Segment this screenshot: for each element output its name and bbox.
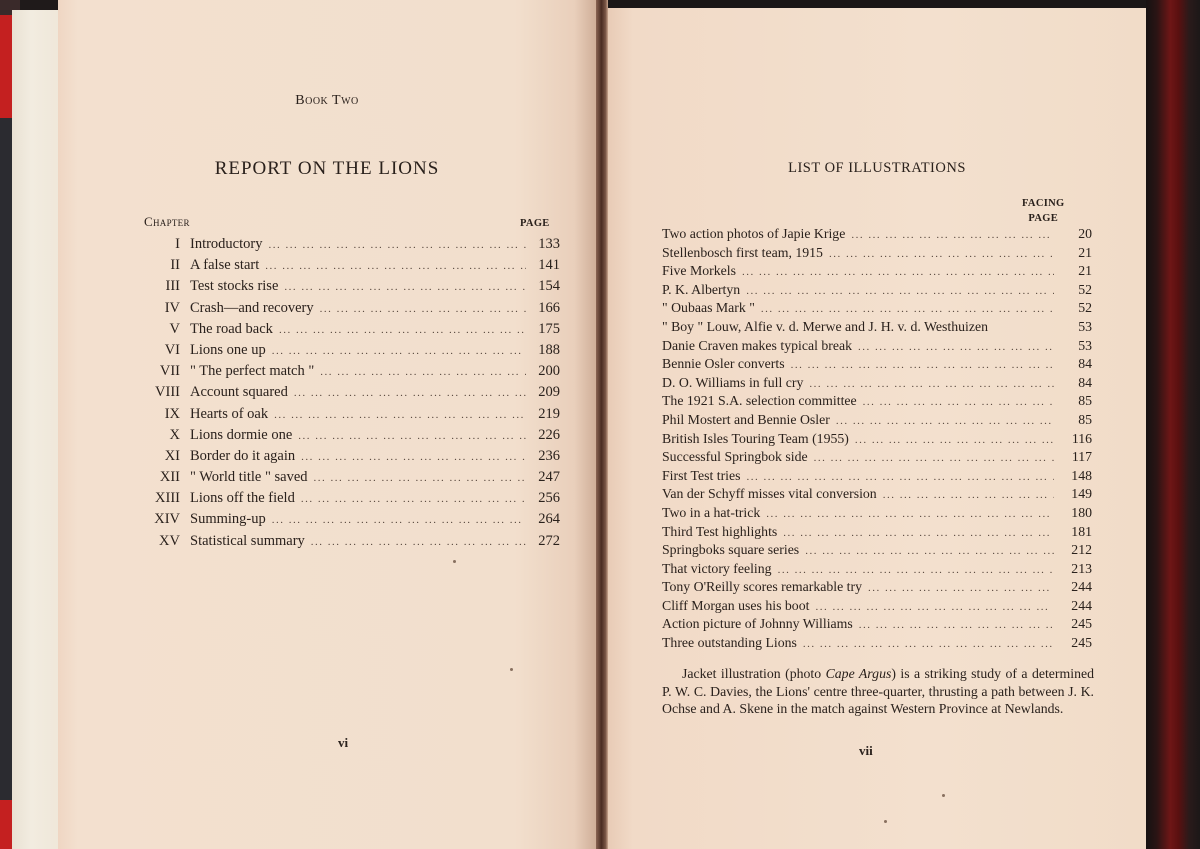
dot-leader: [320, 303, 526, 315]
top-shadow: [608, 0, 1146, 8]
chapter-page: 175: [538, 320, 560, 337]
dot-leader: [815, 601, 1054, 613]
chapter-number: XII: [159, 469, 180, 486]
toc-entry: [130, 533, 560, 554]
dot-leader: [805, 545, 1054, 557]
facing-page-number: 20: [1078, 226, 1092, 241]
ink-speck: [884, 820, 887, 823]
facing-page-number: 212: [1071, 542, 1092, 558]
illustration-title: Bennie Osler converts: [662, 356, 785, 372]
chapter-number: III: [165, 278, 180, 295]
illustration-title: Cliff Morgan uses his boot: [662, 597, 810, 613]
chapter-page: 209: [538, 384, 560, 401]
page-number: vii: [859, 743, 873, 758]
chapter-page: 219: [538, 405, 560, 422]
dot-leader: [747, 471, 1055, 483]
ink-speck: [453, 560, 456, 563]
toc-entry: [130, 427, 560, 448]
chapter-page: 264: [538, 511, 560, 528]
chapter-number: VIII: [155, 384, 180, 401]
illustrations-list: [662, 226, 1092, 654]
facing-page-number: 245: [1071, 635, 1092, 651]
chapter-number: XI: [164, 447, 180, 464]
table-of-contents: [130, 236, 560, 554]
chapter-title: Account squared: [190, 384, 288, 401]
chapter-page: 200: [538, 363, 560, 380]
chapter-page: 166: [538, 299, 560, 316]
dot-leader: [314, 472, 526, 484]
dot-leader: [863, 396, 1054, 408]
chapter-page: 154: [538, 278, 560, 295]
dot-leader: [301, 451, 526, 463]
illustration-entry: [662, 505, 1092, 524]
illustration-title: Stellenbosch first team, 1915: [662, 244, 823, 260]
dot-leader: [742, 266, 1054, 278]
chapter-number: VI: [164, 341, 180, 358]
dot-leader: [766, 508, 1054, 520]
jacket-note: [662, 665, 1094, 718]
dot-leader: [859, 619, 1054, 631]
ink-speck: [510, 668, 513, 671]
toc-entry: [130, 257, 560, 278]
illustration-title: Danie Craven makes typical break: [662, 337, 853, 353]
illustration-title: Successful Springbok side: [662, 449, 808, 465]
right-page: [608, 8, 1146, 849]
illustration-title: " Oubaas Mark ": [662, 300, 755, 316]
toc-entry: [130, 363, 560, 384]
chapter-page: 272: [538, 532, 560, 549]
chapter-title: The road back: [190, 320, 273, 337]
toc-entry: [130, 469, 560, 490]
chapter-page: 247: [538, 469, 560, 486]
chapter-title: Lions one up: [190, 341, 266, 358]
illustration-entry: [662, 393, 1092, 412]
chapter-number: VII: [159, 363, 180, 380]
book-gutter: [596, 0, 608, 849]
facing-page-number: 149: [1071, 486, 1092, 502]
illustration-title: Action picture of Johnny Williams: [662, 616, 853, 632]
illustration-entry: [662, 524, 1092, 543]
dot-leader: [268, 239, 526, 251]
dot-leader: [803, 638, 1054, 650]
illustration-entry: [662, 245, 1092, 264]
toc-entry: [130, 406, 560, 427]
dot-leader: [272, 514, 526, 526]
dot-leader: [311, 536, 526, 548]
chapter-title: Hearts of oak: [190, 405, 269, 422]
jacket-note-after: ) is a striking study of a determined P. W. C. Davies, the Lions' centre three-quarter, thrusting a path between J. K. Ochse and A. Skene in the match against Western Province at Newlands.: [662, 666, 1095, 716]
toc-entry: [130, 448, 560, 469]
chapter-title: Lions dormie one: [190, 426, 293, 443]
toc-entry: [130, 278, 560, 299]
toc-entry: [130, 236, 560, 257]
chapter-page: 188: [538, 341, 560, 358]
chapter-number: XIV: [154, 511, 180, 528]
chapter-number: X: [169, 426, 180, 443]
illustration-title: Two in a hat-trick: [662, 504, 761, 520]
chapter-title: Summing-up: [190, 511, 266, 528]
dot-leader: [809, 378, 1054, 390]
illustration-entry: [662, 375, 1092, 394]
chapter-title: Statistical summary: [190, 532, 305, 549]
dot-leader: [294, 387, 526, 399]
chapter-number: IX: [164, 405, 180, 422]
dot-leader: [814, 452, 1054, 464]
facing-header-line1: FACING: [1022, 198, 1065, 209]
illustration-title: That victory feeling: [662, 560, 772, 576]
toc-entry: [130, 300, 560, 321]
dot-leader: [778, 564, 1054, 576]
illustration-title: D. O. Williams in full cry: [662, 374, 804, 390]
dot-leader: [868, 582, 1054, 594]
illustration-entry: [662, 449, 1092, 468]
facing-page-number: 213: [1071, 560, 1092, 576]
dot-leader: [855, 434, 1054, 446]
chapter-page: 236: [538, 447, 560, 464]
facing-page-number: 116: [1071, 430, 1092, 446]
illustration-entry: [662, 561, 1092, 580]
dot-leader: [836, 415, 1054, 427]
book-label: Book Two: [295, 93, 359, 108]
illustrations-title: LIST OF ILLUSTRATIONS: [788, 160, 966, 176]
illustration-entry: [662, 338, 1092, 357]
chapter-number: V: [169, 320, 180, 337]
illustration-entry: [662, 542, 1092, 561]
chapter-title: Crash—and recovery: [190, 299, 314, 316]
chapter-title: Lions off the field: [190, 490, 295, 507]
toc-entry: [130, 384, 560, 405]
facing-page-number: 53: [1078, 337, 1092, 353]
illustration-title: Tony O'Reilly scores remarkable try: [662, 579, 862, 595]
facing-page-number: 84: [1078, 356, 1092, 372]
illustration-entry: [662, 616, 1092, 635]
dot-leader: [284, 281, 526, 293]
illustration-title: Third Test highlights: [662, 523, 778, 539]
illustration-entry: [662, 319, 1092, 338]
chapter-column-header: Chapter: [144, 214, 190, 229]
illustration-entry: [662, 486, 1092, 505]
toc-entry: [130, 321, 560, 342]
page-number: vi: [338, 735, 349, 750]
illustration-title: P. K. Albertyn: [662, 281, 741, 297]
illustration-entry: [662, 468, 1092, 487]
section-title: REPORT ON THE LIONS: [214, 158, 440, 179]
illustration-entry: [662, 263, 1092, 282]
facing-page-number: 244: [1071, 597, 1092, 613]
illustration-entry: [662, 635, 1092, 654]
illustration-entry: [662, 282, 1092, 301]
chapter-number: XIII: [155, 490, 180, 507]
dot-leader: [279, 324, 526, 336]
chapter-number: I: [175, 236, 180, 252]
toc-entry: [130, 490, 560, 511]
dot-leader: [883, 489, 1054, 501]
ink-speck: [942, 794, 945, 797]
facing-page-number: 21: [1078, 244, 1092, 260]
facing-page-number: 52: [1078, 300, 1092, 316]
illustration-entry: [662, 300, 1092, 319]
dot-leader: [301, 493, 526, 505]
facing-page-number: 52: [1078, 281, 1092, 297]
dot-leader: [298, 430, 526, 442]
illustration-entry: [662, 356, 1092, 375]
chapter-title: Test stocks rise: [190, 278, 279, 295]
dot-leader: [829, 248, 1054, 260]
chapter-page: 141: [538, 257, 560, 274]
facing-page-number: 181: [1071, 523, 1092, 539]
page-column-header: PAGE: [520, 218, 550, 229]
facing-page-number: 53: [1078, 318, 1092, 334]
facing-page-number: 180: [1071, 504, 1092, 520]
illustration-title: Van der Schyff misses vital conversion: [662, 486, 877, 502]
illustration-title: Springboks square series: [662, 542, 800, 558]
book-cover-right-edge: [1146, 0, 1200, 849]
dot-leader: [265, 260, 526, 272]
jacket-note-source: Cape Argus: [825, 666, 892, 681]
illustration-entry: [662, 598, 1092, 617]
illustration-title: British Isles Touring Team (1955): [662, 430, 849, 446]
chapter-number: IV: [164, 299, 180, 316]
facing-page-number: 244: [1071, 579, 1092, 595]
dot-leader: [791, 359, 1054, 371]
chapter-number: XV: [159, 532, 180, 549]
dot-leader: [858, 341, 1054, 353]
illustration-title: Five Morkels: [662, 263, 736, 279]
dot-leader: [761, 303, 1054, 315]
facing-header-line2: PAGE: [1028, 213, 1059, 224]
dot-leader: [783, 527, 1054, 539]
chapter-title: " The perfect match ": [190, 363, 315, 380]
left-page: [58, 0, 596, 849]
dot-leader: [746, 285, 1054, 297]
chapter-title: " World title " saved: [190, 469, 308, 486]
dot-leader: [272, 345, 526, 357]
dot-leader: [851, 229, 1054, 241]
facing-page-number: 148: [1071, 467, 1092, 483]
chapter-page: 133: [538, 236, 560, 252]
facing-page-number: 84: [1078, 374, 1092, 390]
facing-page-number: 85: [1078, 393, 1092, 409]
chapter-page: 256: [538, 490, 560, 507]
illustration-title: " Boy " Louw, Alfie v. d. Merwe and J. H. v. d. Westhuizen: [662, 318, 989, 334]
facing-page-number: 117: [1071, 449, 1092, 465]
illustration-entry: [662, 412, 1092, 431]
illustration-title: Phil Mostert and Bennie Osler: [662, 411, 830, 427]
facing-page-header: [1022, 196, 1064, 226]
illustration-entry: [662, 431, 1092, 450]
chapter-title: Introductory: [190, 236, 263, 252]
chapter-page: 226: [538, 426, 560, 443]
chapter-title: A false start: [190, 257, 260, 274]
facing-page-number: 21: [1078, 263, 1092, 279]
facing-page-number: 245: [1071, 616, 1092, 632]
jacket-note-before: Jacket illustration (photo: [682, 666, 826, 681]
illustration-title: Two action photos of Japie Krige: [662, 226, 846, 241]
illustration-entry: [662, 579, 1092, 598]
illustration-title: First Test tries: [662, 467, 741, 483]
chapter-title: Border do it again: [190, 447, 296, 464]
illustration-title: Three outstanding Lions: [662, 635, 797, 651]
facing-page-number: 85: [1078, 411, 1092, 427]
illustration-title: The 1921 S.A. selection committee: [662, 393, 857, 409]
endpaper-left: [12, 10, 60, 849]
illustration-entry: [662, 226, 1092, 245]
toc-entry: [130, 342, 560, 363]
chapter-number: II: [170, 257, 180, 274]
toc-entry: [130, 511, 560, 532]
dot-leader: [320, 366, 526, 378]
dot-leader: [274, 409, 526, 421]
